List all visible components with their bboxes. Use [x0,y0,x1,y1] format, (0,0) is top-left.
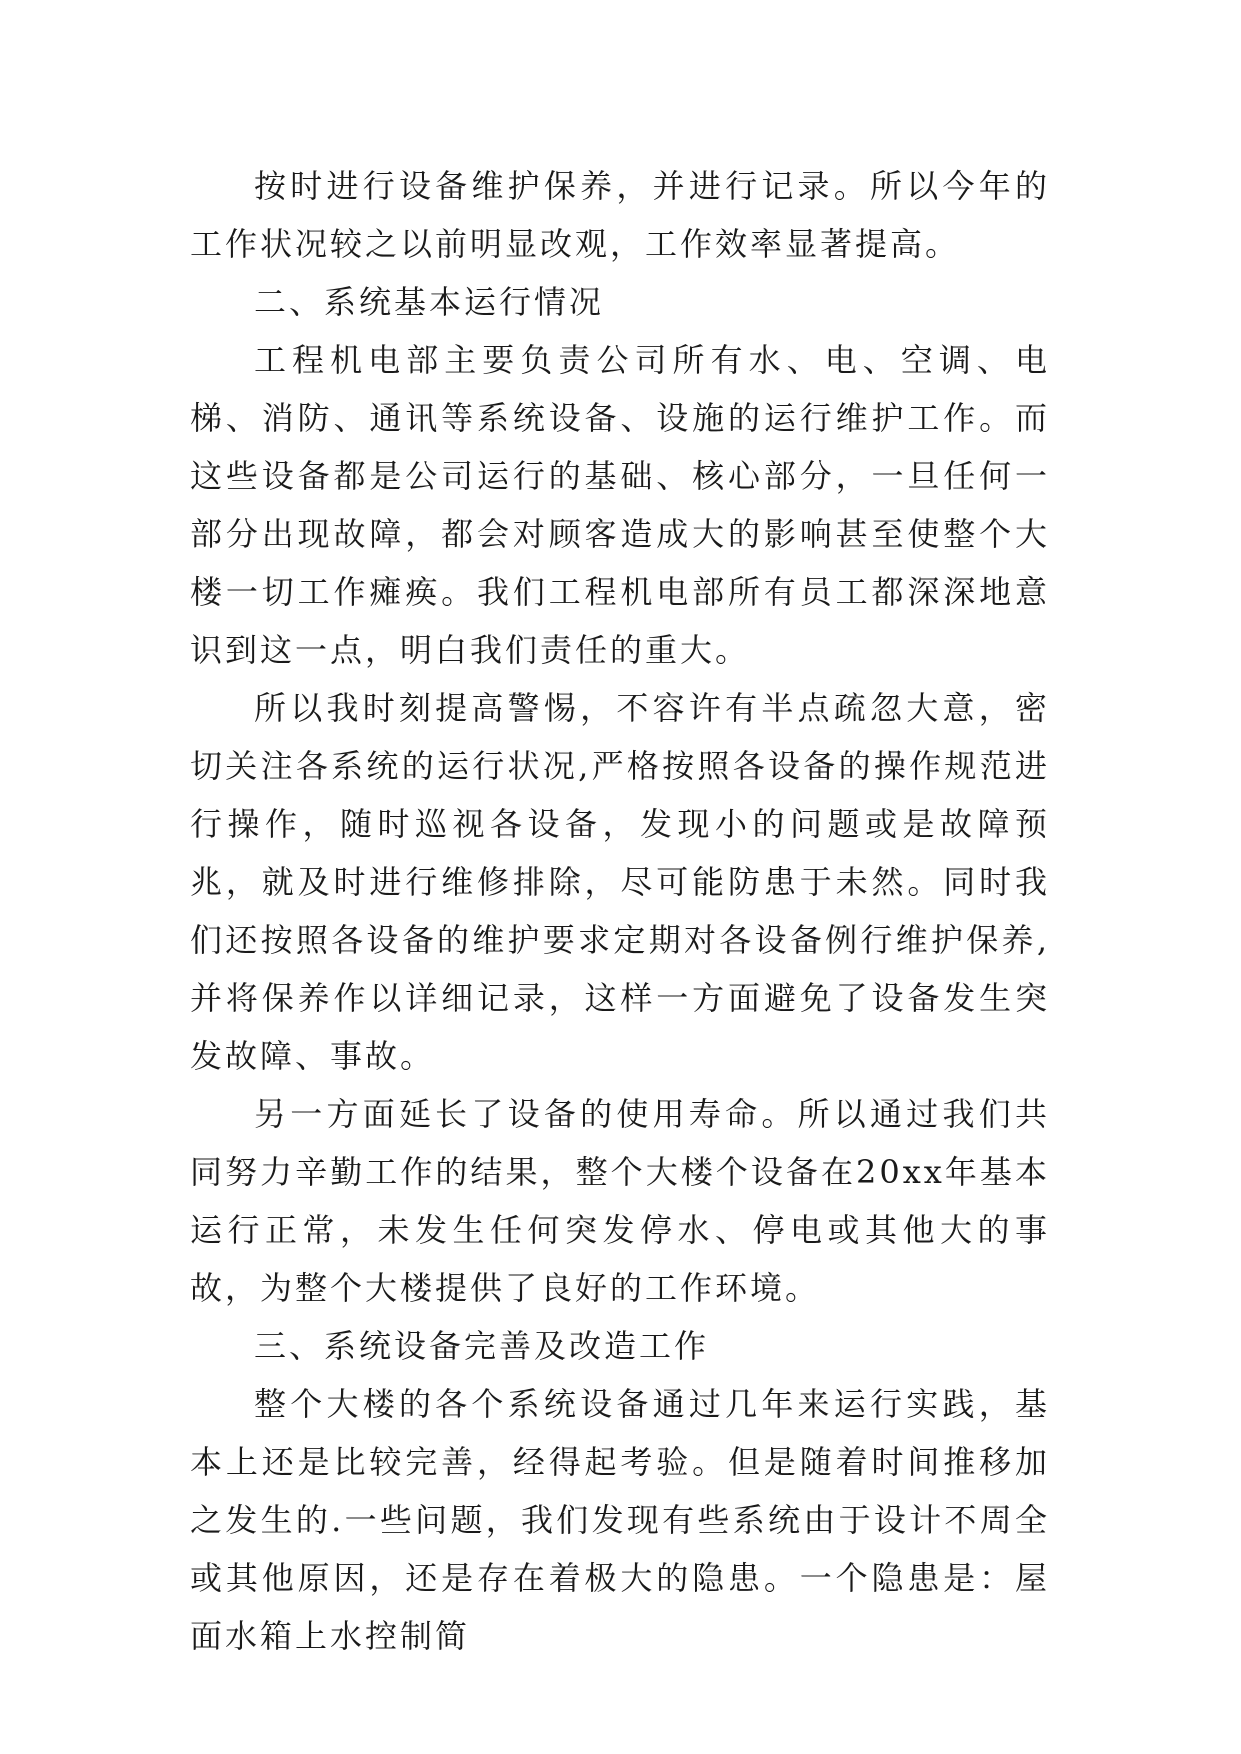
paragraph-hidden-dangers: 整个大楼的各个系统设备通过几年来运行实践，基本上还是比较完善，经得起考验。但是随着时间推移加之发生的.一些问题，我们发现有些系统由于设计不周全或其他原因，还是存在着极大的隐患。一个隐患是：屋面水箱上水控制简 [190,1385,1050,1655]
paragraph-responsibilities: 工程机电部主要负责公司所有水、电、空调、电梯、消防、通讯等系统设备、设施的运行维护工作。而这些设备都是公司运行的基础、核心部分，一旦任何一部分出现故障，都会对顾客造成大的影响甚至使整个大楼一切工作瘫痪。我们工程机电部所有员工都深深地意识到这一点，明白我们责任的重大。 [190,341,1050,669]
paragraph-equipment-life: 另一方面延长了设备的使用寿命。所以通过我们共同努力辛勤工作的结果，整个大楼个设备在20xx年基本运行正常，未发生任何突发停水、停电或其他大的事故，为整个大楼提供了良好的工作环境。 [190,1095,1050,1307]
document-body [190,157,1050,1665]
paragraph-vigilance: 所以我时刻提高警惕，不容许有半点疏忽大意，密切关注各系统的运行状况,严格按照各设备的操作规范进行操作，随时巡视各设备，发现小的问题或是故障预兆，就及时进行维修排除，尽可能防患于未然。同时我们还按照各设备的维护要求定期对各设备例行维护保养,并将保养作以详细记录，这样一方面避免了设备发生突发故障、事故。 [190,689,1050,1075]
section-heading-system-operation: 二、系统基本运行情况 [254,283,605,321]
paragraph-maintenance-record: 按时进行设备维护保养，并进行记录。所以今年的工作状况较之以前明显改观，工作效率显著提高。 [190,167,1050,263]
section-heading-improvement: 三、系统设备完善及改造工作 [254,1327,710,1365]
